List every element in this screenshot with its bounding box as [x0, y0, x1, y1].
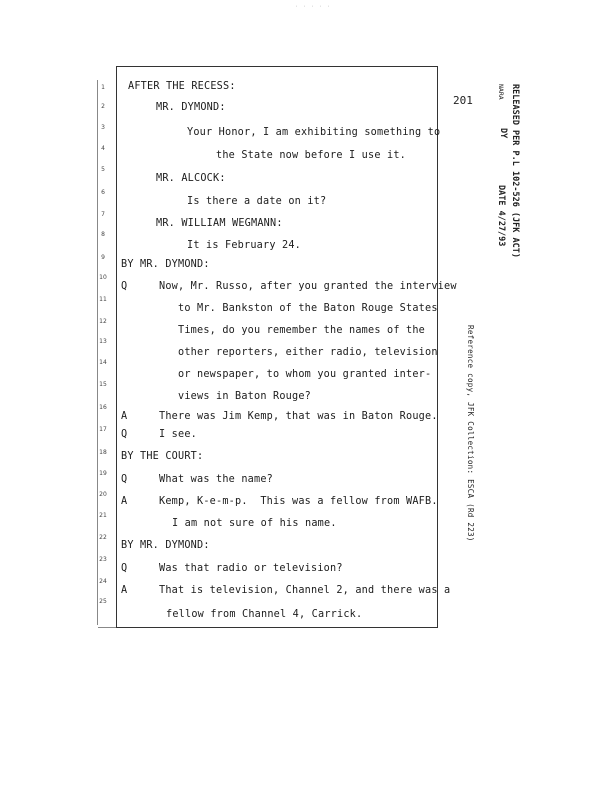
transcript-line: MR. DYMOND: — [156, 102, 226, 113]
line-number: 1 — [101, 84, 105, 91]
line-number: 23 — [99, 556, 107, 563]
release-stamp-initials: DY — [498, 128, 508, 139]
transcript-line: fellow from Channel 4, Carrick. — [166, 609, 363, 620]
reference-note: Reference copy, JFK Collection: ESCA (Rd 223) — [466, 325, 475, 542]
transcript-line: A There was Jim Kemp, that was in Baton Rouge. — [121, 411, 438, 422]
top-mark: · · · · · — [295, 4, 332, 10]
transcript-line: BY THE COURT: — [121, 451, 204, 462]
transcript-line: the State now before I use it. — [216, 150, 407, 161]
transcript-line: Is there a date on it? — [187, 196, 327, 207]
frame-shadow-left — [97, 80, 98, 625]
release-stamp-date: DATE 4/27/93 — [496, 185, 506, 247]
transcript-line: I am not sure of his name. — [172, 518, 337, 529]
line-number: 11 — [99, 296, 107, 303]
line-number: 2 — [101, 103, 105, 110]
line-number: 22 — [99, 534, 107, 541]
line-number: 5 — [101, 166, 105, 173]
line-number: 14 — [99, 359, 107, 366]
transcript-line: AFTER THE RECESS: — [128, 81, 236, 92]
line-number: 20 — [99, 491, 107, 498]
line-number: 18 — [99, 449, 107, 456]
line-number: 16 — [99, 404, 107, 411]
transcript-line: other reporters, either radio, television — [178, 347, 438, 358]
transcript-line: MR. ALCOCK: — [156, 173, 226, 184]
transcript-line: views in Baton Rouge? — [178, 391, 312, 402]
line-number: 21 — [99, 512, 107, 519]
transcript-line: Q What was the name? — [121, 474, 274, 485]
line-number: 25 — [99, 598, 107, 605]
line-number: 10 — [99, 274, 107, 281]
transcript-line: A That is television, Channel 2, and there was a — [121, 585, 451, 596]
transcript-line: It is February 24. — [187, 240, 302, 251]
line-number: 3 — [101, 124, 105, 131]
line-number: 24 — [99, 578, 107, 585]
line-number: 12 — [99, 318, 107, 325]
transcript-line: to Mr. Bankston of the Baton Rouge States — [178, 303, 438, 314]
line-number: 19 — [99, 470, 107, 477]
transcript-line: Q I see. — [121, 429, 198, 440]
line-number: 15 — [99, 381, 107, 388]
line-number: 13 — [99, 338, 107, 345]
line-number: 9 — [101, 254, 105, 261]
page-number: 201 — [453, 94, 473, 107]
line-number: 6 — [101, 189, 105, 196]
line-number: 8 — [101, 231, 105, 238]
line-number: 4 — [101, 145, 105, 152]
transcript-line: BY MR. DYMOND: — [121, 540, 210, 551]
transcript-line: Times, do you remember the names of the — [178, 325, 426, 336]
release-stamp: RELEASED PER P.L 102-526 (JFK ACT) — [510, 84, 520, 258]
transcript-line: Q Now, Mr. Russo, after you granted the interview — [121, 281, 457, 292]
transcript-line: Q Was that radio or television? — [121, 563, 343, 574]
line-number: 7 — [101, 211, 105, 218]
release-stamp-nara: NARA — [497, 84, 505, 100]
transcript-line: or newspaper, to whom you granted inter- — [178, 369, 432, 380]
transcript-line: BY MR. DYMOND: — [121, 259, 210, 270]
transcript-line: MR. WILLIAM WEGMANN: — [156, 218, 283, 229]
line-number: 17 — [99, 426, 107, 433]
transcript-line: A Kemp, K-e-m-p. This was a fellow from WAFB. — [121, 496, 438, 507]
transcript-line: Your Honor, I am exhibiting something to — [187, 127, 441, 138]
